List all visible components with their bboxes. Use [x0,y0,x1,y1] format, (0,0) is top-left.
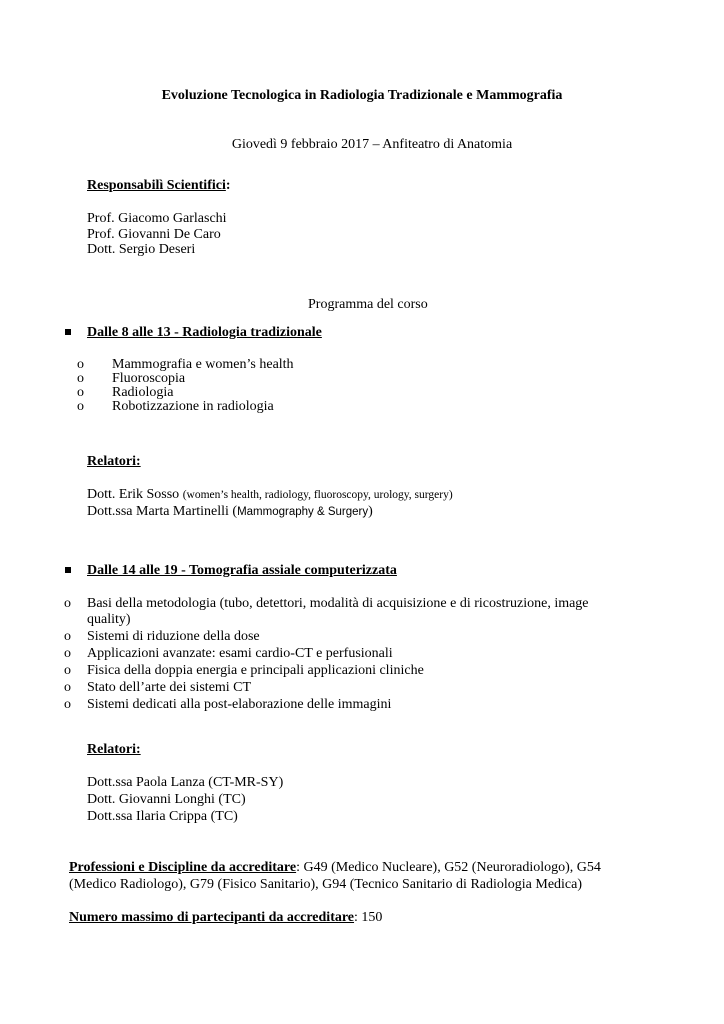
relatori-heading: Relatori: [87,454,141,469]
circle-bullet-icon: o [77,371,84,386]
responsabile-name: Prof. Giovanni De Caro [87,227,221,242]
responsabili-heading-colon: : [225,178,231,193]
list-item: Sistemi dedicati alla post-elaborazione delle immagini [87,697,392,712]
circle-bullet-icon: o [64,596,71,611]
square-bullet-icon [65,567,71,573]
responsabili-heading-label: Responsabilì Scientifici [87,178,226,193]
partecipanti-label: Numero massimo di partecipanti da accreditare [69,910,355,925]
circle-bullet-icon: o [77,385,84,400]
partecipanti-line [69,910,382,926]
relatore: Dott.ssa Ilaria Crippa (TC) [87,809,238,824]
document-title: Evoluzione Tecnologica in Radiologia Tradizionale e Mammografia [161,88,563,103]
relatori-heading: Relatori: [87,742,141,757]
circle-bullet-icon: o [64,646,71,661]
partecipanti-text: : 150 [354,910,383,925]
section1-heading: Dalle 8 alle 13 - Radiologia tradizionale [87,325,322,340]
list-item: Sistemi di riduzione della dose [87,629,260,644]
list-item: Radiologia [112,385,174,400]
circle-bullet-icon: o [64,663,71,678]
list-item: Stato dell’arte dei sistemi CT [87,680,252,695]
responsabile-name: Dott. Sergio Deseri [87,242,196,257]
relatore-close: ) [368,504,373,519]
relatore-name: Dott.ssa Marta Martinelli ( [87,504,238,519]
list-item: Fisica della doppia energia e principali applicazioni cliniche [87,663,424,678]
relatore-note: (women’s health, radiology, fluoroscopy, urology, surgery) [182,489,453,501]
list-item: Applicazioni avanzate: esami cardio-CT e perfusionali [87,646,393,661]
square-bullet-icon [65,329,71,335]
circle-bullet-icon: o [77,357,84,372]
relatore: Dott. Giovanni Longhi (TC) [87,792,246,807]
relatore [87,487,453,503]
list-item: Mammografia e women’s health [112,357,294,372]
list-item: Basi della metodologia (tubo, detettori, modalità di acquisizione e di ricostruzione, image quality) [87,596,589,627]
professioni-paragraph [69,859,649,893]
relatore-name: Dott. Erik Sosso [87,487,183,502]
circle-bullet-icon: o [64,680,71,695]
professioni-label: Professioni e Discipline da accreditare [69,860,297,875]
date-line: Giovedì 9 febbraio 2017 – Anfiteatro di Anatomia [231,137,513,152]
programma-title: Programma del corso [308,297,428,312]
relatore-note: Mammography & Surgery [237,506,369,518]
circle-bullet-icon: o [64,629,71,644]
list-item: Fluoroscopia [112,371,186,386]
relatore: Dott.ssa Paola Lanza (CT-MR-SY) [87,775,284,790]
responsabili-heading [87,178,231,194]
circle-bullet-icon: o [64,697,71,712]
section2-heading: Dalle 14 alle 19 - Tomografia assiale computerizzata [87,563,397,578]
relatore [87,504,373,520]
responsabile-name: Prof. Giacomo Garlaschi [87,211,227,226]
professioni-text: : G49 (Medico Nucleare), G52 (Neuroradiologo), G54 (Medico Radiologo), G79 (Fisico Sanitario), G94 (Tecnico Sanitario di Radiologia Medica) [69,860,601,892]
list-item: Robotizzazione in radiologia [112,399,274,414]
circle-bullet-icon: o [77,399,84,414]
